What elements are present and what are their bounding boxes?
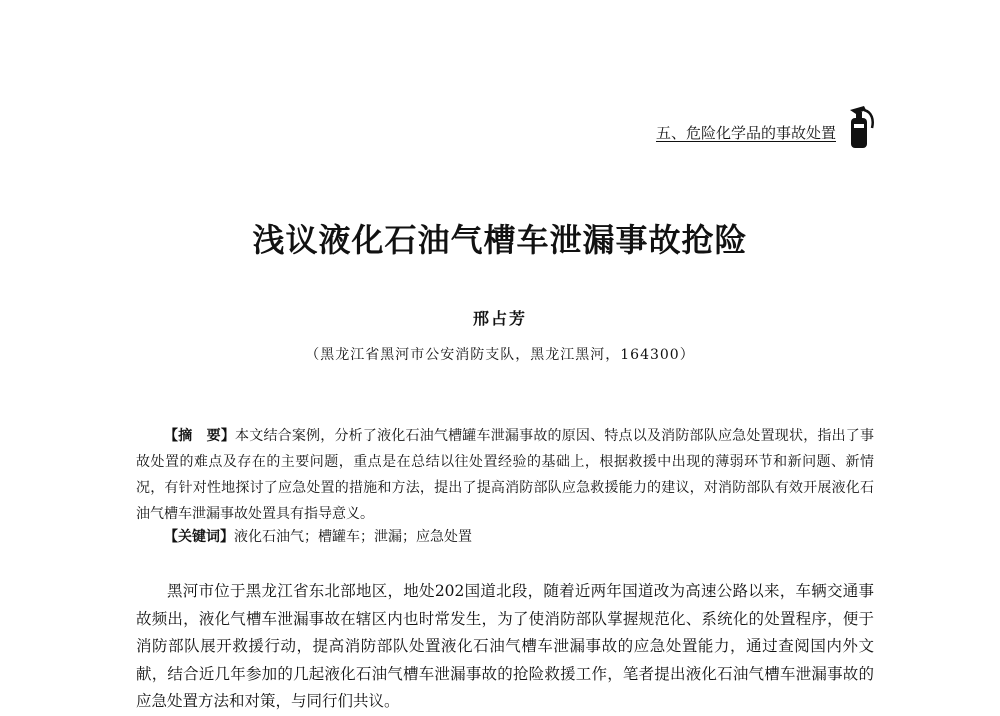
abstract (136, 423, 874, 527)
keywords-label: 【关键词】 (164, 529, 234, 545)
author-affiliation: （黑龙江省黑河市公安消防支队，黑龙江黑河，164300） (305, 347, 695, 363)
abstract-text: 本文结合案例，分析了液化石油气槽罐车泄漏事故的原因、特点以及消防部队应急处置现状，指出了事故处置的难点及存在的主要问题，重点是在总结以往处置经验的基础上，根据救援中出现的薄弱环节和新问题、新情况，有针对性地探讨了应急处置的措施和方法，提出了提高消防部队应急救援能力的建议，对消防部队有效开展液化石油气槽车泄漏事故处置具有指导意义。 (136, 428, 875, 522)
author-name: 邢占芳 (472, 309, 527, 328)
body-paragraph: 黑河市位于黑龙江省东北部地区，地处202国道北段，随着近两年国道改为高速公路以来，车辆交通事故频出，液化气槽车泄漏事故在辖区内也时常发生，为了使消防部队掌握规范化、系统化的处置程序，便于消防部队展开救援行动，提高消防部队处置液化石油气槽车泄漏事故的应急处置能力，通过查阅国内外文献，结合近几年参加的几起液化石油气槽车泄漏事故的抢险救援工作，笔者提出液化石油气槽车泄漏事故的应急处置方法和对策，与同行们共议。 (136, 582, 874, 710)
section-header: 五、危险化学品的事故处置 (655, 124, 836, 142)
keywords (136, 524, 874, 550)
keywords-text: 液化石油气；槽罐车；泄漏；应急处置 (234, 529, 472, 545)
abstract-label: 【摘 要】 (164, 428, 236, 444)
article-title: 浅议液化石油气槽车泄漏事故抢险 (252, 221, 748, 259)
fire-extinguisher-icon (842, 104, 876, 150)
